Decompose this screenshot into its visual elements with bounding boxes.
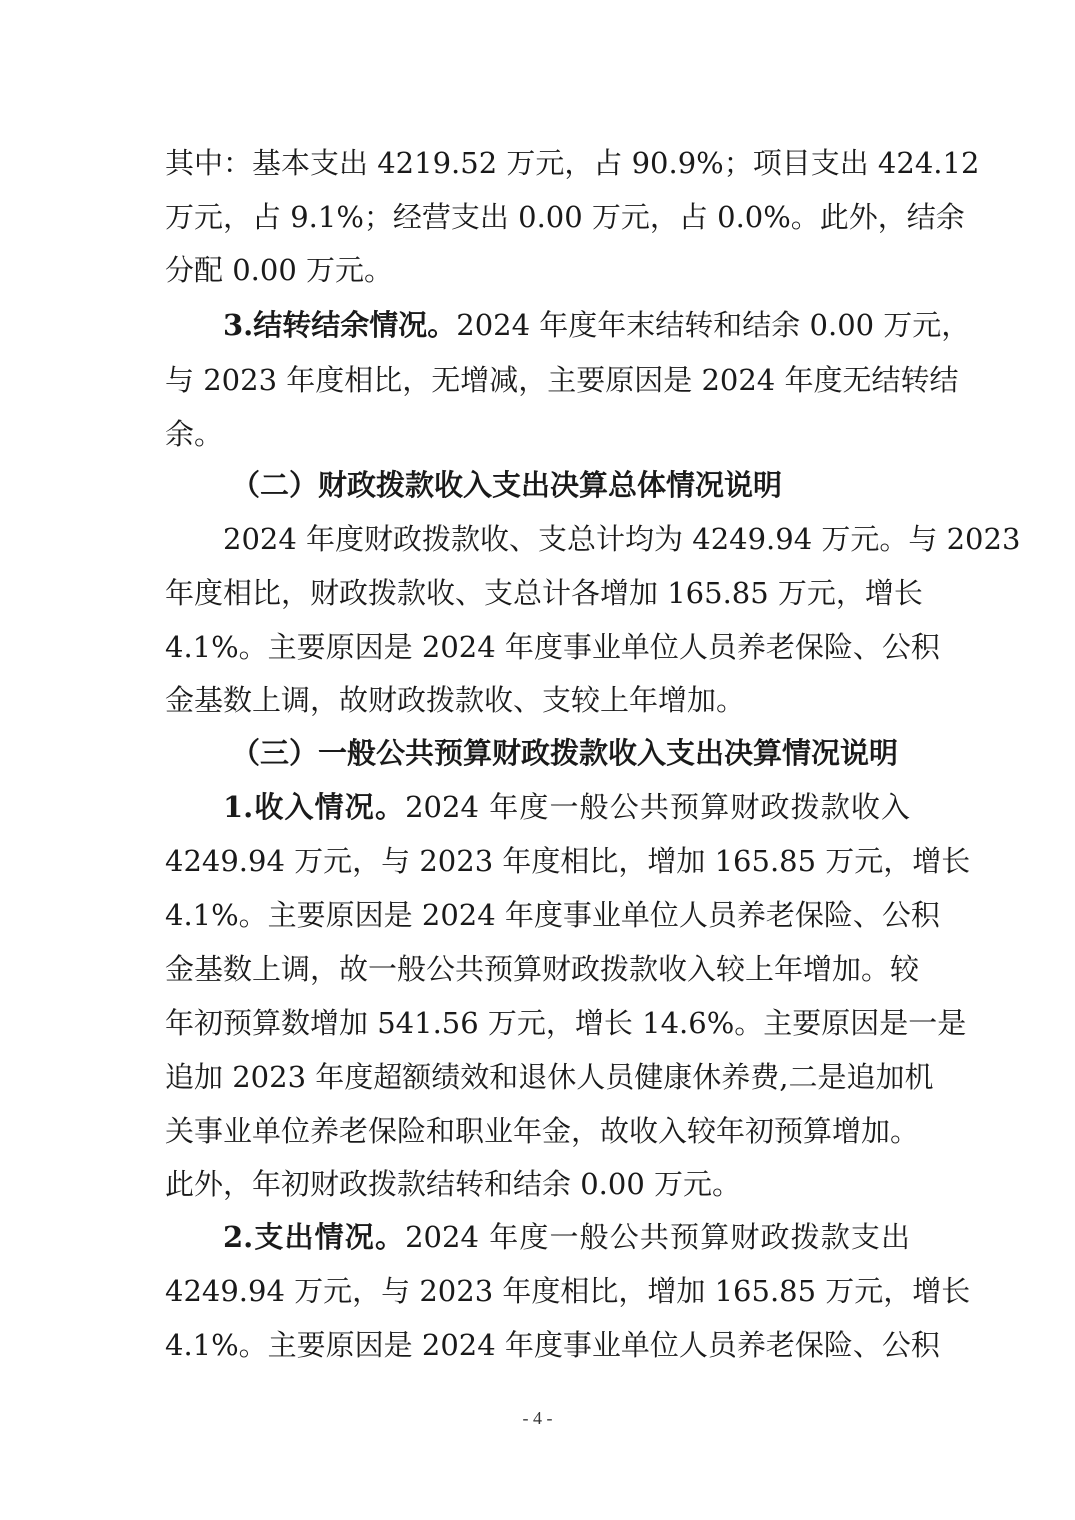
- text-line: 金基数上调，故财政拨款收、支较上年增加。: [165, 683, 746, 717]
- text-line: 此外，年初财政拨款结转和结余 0.00 万元。: [165, 1167, 742, 1201]
- text-line: 年初预算数增加 541.56 万元，增长 14.6%。主要原因是一是: [165, 1006, 967, 1040]
- page-number: - 4 -: [522, 1408, 553, 1428]
- text-line: 金基数上调，故一般公共预算财政拨款收入较上年增加。较: [165, 952, 920, 986]
- text-line: 与 2023 年度相比，无增减，主要原因是 2024 年度无结转结: [165, 363, 959, 397]
- text-line: 4.1%。主要原因是 2024 年度事业单位人员养老保险、公积: [165, 898, 940, 932]
- section-heading: （三）一般公共预算财政拨款收入支出决算情况说明: [231, 736, 899, 770]
- item-label: 3.结转结余情况。: [223, 308, 457, 342]
- text-line: 分配 0.00 万元。: [165, 253, 394, 287]
- paragraph-carryover: [223, 305, 971, 345]
- text-line: 关事业单位养老保险和职业年金，故收入较年初预算增加。: [165, 1114, 920, 1148]
- section-heading: （二）财政拨款收入支出决算总体情况说明: [231, 468, 783, 502]
- text-line: 余。: [165, 417, 224, 451]
- text-line: 4.1%。主要原因是 2024 年度事业单位人员养老保险、公积: [165, 630, 940, 664]
- paragraph-expense: [223, 1217, 910, 1257]
- text-span: 2024 年度年末结转和结余 0.00 万元，: [456, 308, 971, 342]
- text-line: 年度相比，财政拨款收、支总计各增加 165.85 万元，增长: [165, 576, 923, 610]
- text-line: 其中：基本支出 4219.52 万元，占 90.9%；项目支出 424.12: [165, 146, 980, 180]
- text-line: 2024 年度财政拨款收、支总计均为 4249.94 万元。与 2023: [223, 522, 1021, 556]
- text-line: 追加 2023 年度超额绩效和退休人员健康休养费,二是追加机: [165, 1060, 934, 1094]
- item-label: 2.支出情况。: [223, 1220, 406, 1254]
- text-line: 4.1%。主要原因是 2024 年度事业单位人员养老保险、公积: [165, 1328, 940, 1362]
- item-label: 1.收入情况。: [223, 790, 406, 824]
- paragraph-income: [223, 787, 910, 827]
- text-line: 4249.94 万元，与 2023 年度相比，增加 165.85 万元，增长: [165, 844, 971, 878]
- text-span: 2024 年度一般公共预算财政拨款收入: [405, 790, 910, 824]
- text-span: 2024 年度一般公共预算财政拨款支出: [405, 1220, 910, 1254]
- text-line: 4249.94 万元，与 2023 年度相比，增加 165.85 万元，增长: [165, 1274, 971, 1308]
- text-line: 万元，占 9.1%；经营支出 0.00 万元，占 0.0%。此外，结余: [165, 200, 965, 234]
